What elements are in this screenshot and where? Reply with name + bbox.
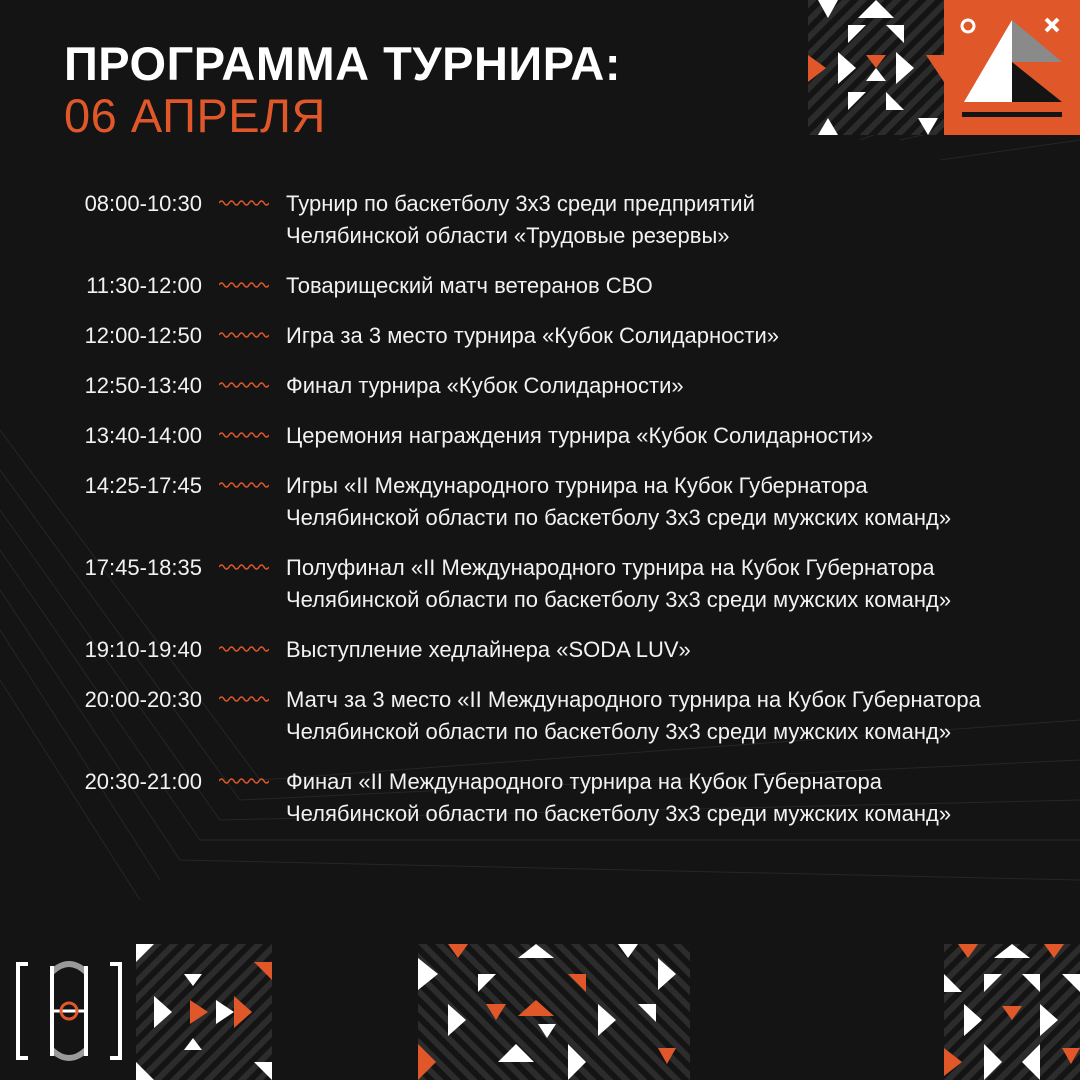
event-line: Финал «II Международного турнира на Кубок Губернатора <box>286 769 882 794</box>
event-line: Финал турнира «Кубок Солидарности» <box>286 373 684 398</box>
schedule-row <box>0 634 1080 684</box>
time-range: 17:45-18:35 <box>84 555 202 580</box>
wave-divider-icon <box>219 430 269 440</box>
time-range: 08:00-10:30 <box>84 191 202 216</box>
schedule-row <box>0 552 1080 634</box>
schedule-row <box>0 370 1080 420</box>
event-description <box>286 766 1056 830</box>
geometric-pattern-icon <box>944 944 1080 1080</box>
event-description <box>286 270 1056 302</box>
event-description <box>286 420 1056 452</box>
wave-divider-icon <box>219 380 269 390</box>
wave-divider-icon <box>219 198 269 208</box>
event-line: Челябинской области по баскетболу 3х3 среди мужских команд» <box>286 801 952 826</box>
event-line: Выступление хедлайнера «SODA LUV» <box>286 637 691 662</box>
event-description <box>286 634 1056 666</box>
event-line: Челябинской области по баскетболу 3х3 среди мужских команд» <box>286 505 952 530</box>
date-text: 06 АПРЕЛЯ <box>64 89 326 142</box>
event-description <box>286 320 1056 352</box>
event-line: Церемония награждения турнира «Кубок Солидарности» <box>286 423 874 448</box>
event-line: Челябинской области по баскетболу 3х3 среди мужских команд» <box>286 587 952 612</box>
schedule-row <box>0 766 1080 848</box>
time-range: 12:50-13:40 <box>84 373 202 398</box>
wave-divider-icon <box>219 644 269 654</box>
time-range: 14:25-17:45 <box>84 473 202 498</box>
schedule-row <box>0 420 1080 470</box>
schedule-row <box>0 470 1080 552</box>
event-line: Челябинской области по баскетболу 3х3 среди мужских команд» <box>286 719 952 744</box>
event-description <box>286 370 1056 402</box>
time-range: 12:00-12:50 <box>84 323 202 348</box>
event-line: Турнир по баскетболу 3х3 среди предприятий <box>286 191 755 216</box>
wave-divider-icon <box>219 694 269 704</box>
schedule-row <box>0 320 1080 370</box>
event-line: Челябинской области «Трудовые резервы» <box>286 223 730 248</box>
wave-divider-icon <box>219 776 269 786</box>
event-line: Полуфинал «II Международного турнира на Кубок Губернатора <box>286 555 935 580</box>
event-description <box>286 684 1056 748</box>
event-line: Товарищеский матч ветеранов СВО <box>286 273 653 298</box>
time-range: 19:10-19:40 <box>84 637 202 662</box>
event-description <box>286 470 1056 534</box>
time-range: 20:30-21:00 <box>84 769 202 794</box>
tic-tac-toe-logo-icon <box>944 0 1080 135</box>
time-range: 20:00-20:30 <box>84 687 202 712</box>
event-line: Игры «II Международного турнира на Кубок Губернатора <box>286 473 868 498</box>
geometric-pattern-icon <box>136 944 272 1080</box>
event-description <box>286 188 1056 252</box>
page-title <box>64 38 621 142</box>
wave-divider-icon <box>219 562 269 572</box>
schedule-row <box>0 188 1080 270</box>
court-logo-icon <box>16 958 122 1064</box>
wave-divider-icon <box>219 330 269 340</box>
event-line: Матч за 3 место «II Международного турнира на Кубок Губернатора <box>286 687 981 712</box>
wave-divider-icon <box>219 280 269 290</box>
geometric-pattern-icon <box>808 0 944 135</box>
geometric-pattern-icon <box>418 944 690 1080</box>
schedule-row <box>0 684 1080 766</box>
wave-divider-icon <box>219 480 269 490</box>
event-description <box>286 552 1056 616</box>
event-line: Игра за 3 место турнира «Кубок Солидарности» <box>286 323 780 348</box>
time-range: 13:40-14:00 <box>84 423 202 448</box>
title-text: ПРОГРАММА ТУРНИРА: <box>64 37 622 90</box>
schedule-list <box>0 188 1080 848</box>
schedule-row <box>0 270 1080 320</box>
time-range: 11:30-12:00 <box>86 273 202 298</box>
